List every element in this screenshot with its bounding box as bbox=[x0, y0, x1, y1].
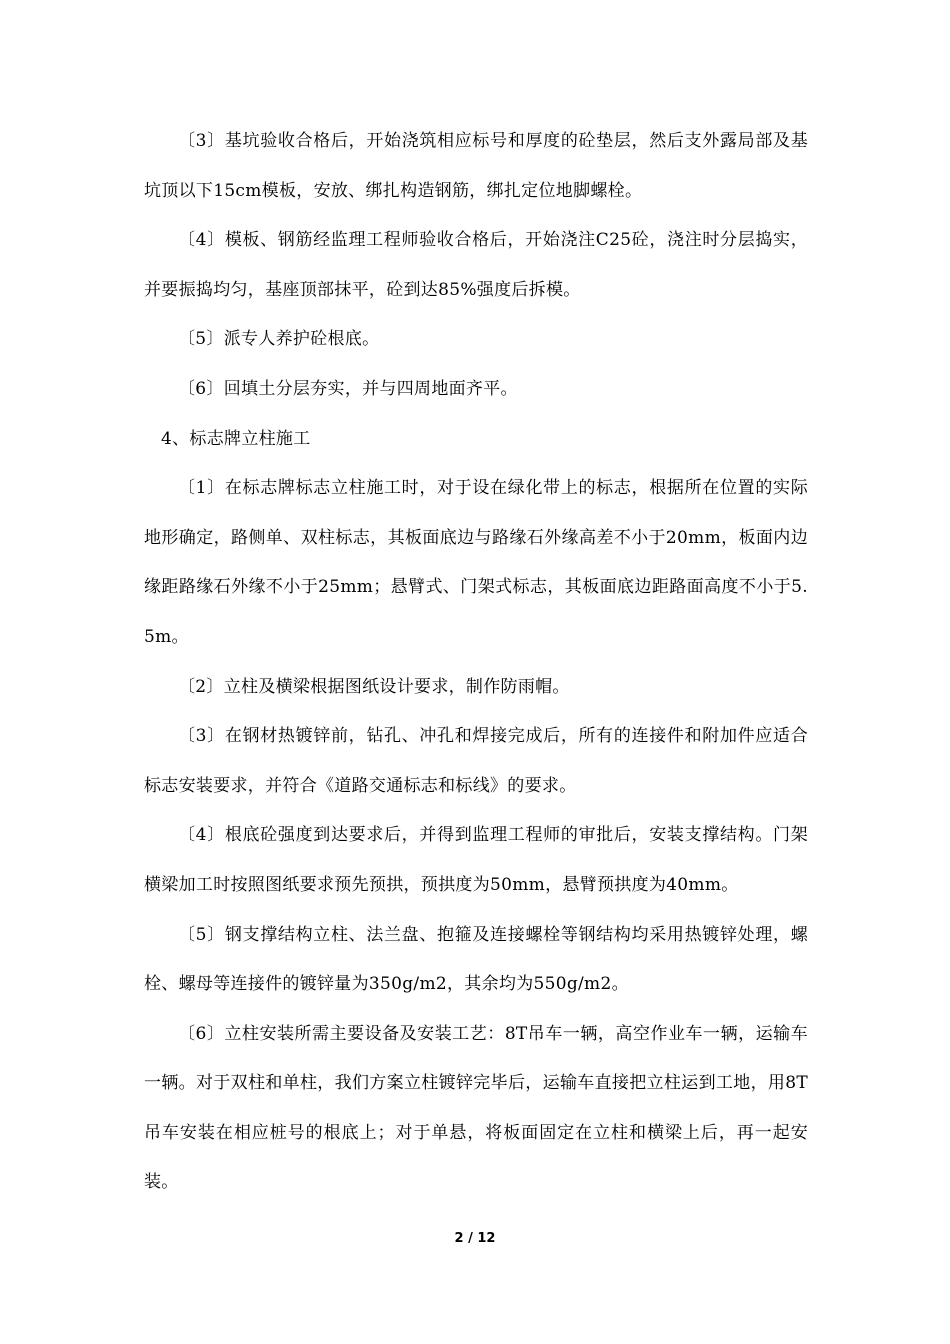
paragraph-installation-equipment: 〔6〕立柱安装所需主要设备及安装工艺：8T吊车一辆，高空作业车一辆，运输车一辆。对于双柱和单柱，我们方案立柱镀锌完毕后，运输车直接把立柱运到工地，用8T吊车安装在相应桩号的根底上；对于单悬，将板面固定在立柱和横梁上后，再一起安装。 bbox=[144, 1023, 808, 1193]
document-body bbox=[144, 117, 808, 1208]
page-number: 2 / 12 bbox=[454, 1231, 496, 1246]
paragraph-rain-cap: 〔2〕立柱及横梁根据图纸设计要求，制作防雨帽。 bbox=[178, 676, 570, 697]
paragraph-sign-column-construction: 〔1〕在标志牌标志立柱施工时，对于设在绿化带上的标志，根据所在位置的实际地形确定，路侧单、双柱标志，其板面底边与路缘石外缘高差不小于20mm，板面内边缘距路缘石外缘不小于25mm；悬臂式、门架式标志，其板面底边距路面高度不小于5.5m。 bbox=[144, 478, 808, 647]
section-heading-sign-column: 4、标志牌立柱施工 bbox=[161, 428, 311, 449]
paragraph-galvanizing-drilling: 〔3〕在钢材热镀锌前，钻孔、冲孔和焊接完成后，所有的连接件和附加件应适合标志安装要求，并符合《道路交通标志和标线》的要求。 bbox=[144, 726, 808, 796]
paragraph-curing: 〔5〕派专人养护砼根底。 bbox=[178, 329, 380, 350]
paragraph-backfill: 〔6〕回填土分层夯实，并与四周地面齐平。 bbox=[178, 378, 518, 399]
paragraph-foundation-pit-inspection: 〔3〕基坑验收合格后，开始浇筑相应标号和厚度的砼垫层，然后支外露局部及基坑顶以下15cm模板，安放、绑扎构造钢筋，绑扎定位地脚螺栓。 bbox=[144, 131, 808, 201]
paragraph-support-structure: 〔4〕根底砼强度到达要求后，并得到监理工程师的审批后，安装支撑结构。门架横梁加工时按照图纸要求预先预拱，预拱度为50mm，悬臂预拱度为40mm。 bbox=[144, 825, 808, 895]
paragraph-formwork-concrete-pouring: 〔4〕模板、钢筋经监理工程师验收合格后，开始浇注C25砼，浇注时分层捣实，并要振捣均匀，基座顶部抹平，砼到达85%强度后拆模。 bbox=[144, 230, 808, 300]
paragraph-hot-dip-galvanizing: 〔5〕钢支撑结构立柱、法兰盘、抱箍及连接螺栓等钢结构均采用热镀锌处理，螺栓、螺母等连接件的镀锌量为350g/m2，其余均为550g/m2。 bbox=[144, 924, 808, 995]
